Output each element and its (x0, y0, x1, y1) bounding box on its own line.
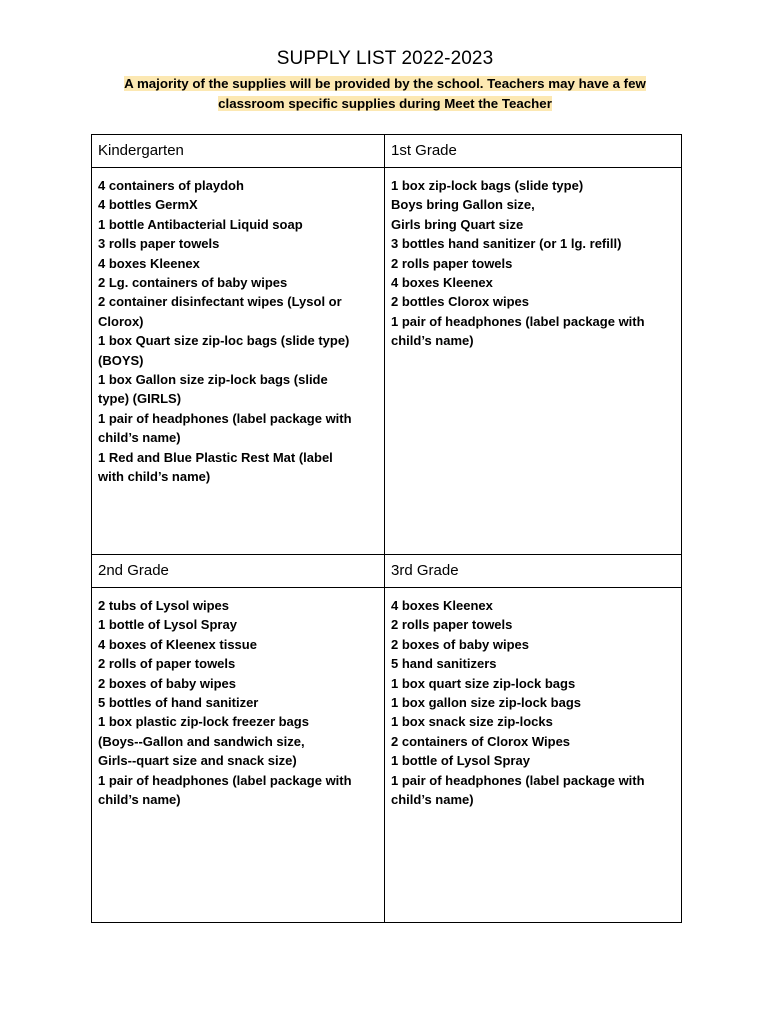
supply-line: 4 boxes Kleenex (98, 255, 200, 271)
supply-line: with child’s name) (98, 469, 211, 485)
supply-line: 1 bottle of Lysol Spray (98, 617, 237, 633)
supply-line: 1 pair of headphones (label package with (391, 772, 645, 788)
supply-line: 1 pair of headphones (label package with (391, 313, 645, 329)
page-subtitle (0, 74, 770, 113)
supply-line: 4 bottles GermX (98, 197, 198, 213)
kindergarten-list (92, 168, 385, 555)
supply-line: 2 boxes of baby wipes (98, 675, 236, 691)
supply-line: child’s name) (391, 333, 474, 349)
supply-line: child’s name) (98, 430, 181, 446)
supply-line: 1 box zip-lock bags (slide type) (391, 178, 584, 193)
supply-line: 5 hand sanitizers (391, 656, 497, 672)
supply-line: 2 Lg. containers of baby wipes (98, 275, 288, 291)
subtitle-line-2: classroom specific supplies during Meet the Teacher (218, 95, 552, 111)
kindergarten-heading: Kindergarten (92, 135, 385, 168)
table-row-headings-1 (92, 135, 682, 168)
supply-line: type) (GIRLS) (98, 391, 182, 407)
supply-line: Girls--quart size and snack size) (98, 753, 297, 769)
supply-line: 1 box gallon size zip-lock bags (391, 695, 581, 711)
table-row-headings-2 (92, 555, 682, 588)
supply-line: 2 tubs of Lysol wipes (98, 598, 229, 613)
supply-line: 1 box snack size zip-locks (391, 714, 553, 730)
supply-line: 1 bottle Antibacterial Liquid soap (98, 216, 303, 232)
subtitle-line-1: A majority of the supplies will be provided by the school. Teachers may have a few (124, 76, 646, 91)
first-grade-heading: 1st Grade (385, 135, 682, 168)
supply-line: 4 boxes of Kleenex tissue (98, 636, 257, 652)
supply-line: 4 containers of playdoh (98, 178, 244, 193)
supply-line: 3 rolls paper towels (98, 236, 220, 252)
supply-line: 2 containers of Clorox Wipes (391, 733, 571, 749)
supply-line: child’s name) (391, 792, 474, 808)
supply-line: 2 bottles Clorox wipes (391, 294, 529, 310)
supply-line: 3 bottles hand sanitizer (or 1 lg. refill) (391, 236, 622, 252)
second-grade-heading: 2nd Grade (92, 555, 385, 588)
supply-line: 1 Red and Blue Plastic Rest Mat (label (98, 449, 333, 465)
supply-line: 4 boxes Kleenex (391, 598, 493, 613)
supply-line: Girls bring Quart size (391, 216, 524, 232)
supply-line: 4 boxes Kleenex (391, 275, 493, 291)
supply-table (91, 134, 682, 923)
supply-line: 1 box Quart size zip-loc bags (slide type) (98, 333, 350, 349)
supply-line: (BOYS) (98, 352, 144, 368)
table-row-lists-1 (92, 168, 682, 555)
supply-line: child’s name) (98, 792, 181, 808)
second-grade-list (92, 588, 385, 923)
supply-line: 2 boxes of baby wipes (391, 636, 529, 652)
supply-line: (Boys--Gallon and sandwich size, (98, 733, 305, 749)
table-row-lists-2 (92, 588, 682, 923)
supply-line: Clorox) (98, 313, 144, 329)
supply-line: 2 container disinfectant wipes (Lysol or (98, 294, 342, 310)
supply-line: 2 rolls paper towels (391, 255, 513, 271)
supply-line: 1 box Gallon size zip-lock bags (slide (98, 372, 328, 388)
supply-line: 2 rolls of paper towels (98, 656, 236, 672)
supply-line: 1 box quart size zip-lock bags (391, 675, 576, 691)
supply-line: 1 box plastic zip-lock freezer bags (98, 714, 309, 730)
supply-line: 5 bottles of hand sanitizer (98, 695, 259, 711)
supply-line: 1 bottle of Lysol Spray (391, 753, 530, 769)
third-grade-heading: 3rd Grade (385, 555, 682, 588)
supply-line: Boys bring Gallon size, (391, 197, 535, 213)
page-title: SUPPLY LIST 2022-2023 (276, 48, 494, 69)
supply-line: 1 pair of headphones (label package with (98, 772, 352, 788)
supply-line: 2 rolls paper towels (391, 617, 513, 633)
third-grade-list (385, 588, 682, 923)
supply-line: 1 pair of headphones (label package with (98, 410, 352, 426)
first-grade-list (385, 168, 682, 555)
